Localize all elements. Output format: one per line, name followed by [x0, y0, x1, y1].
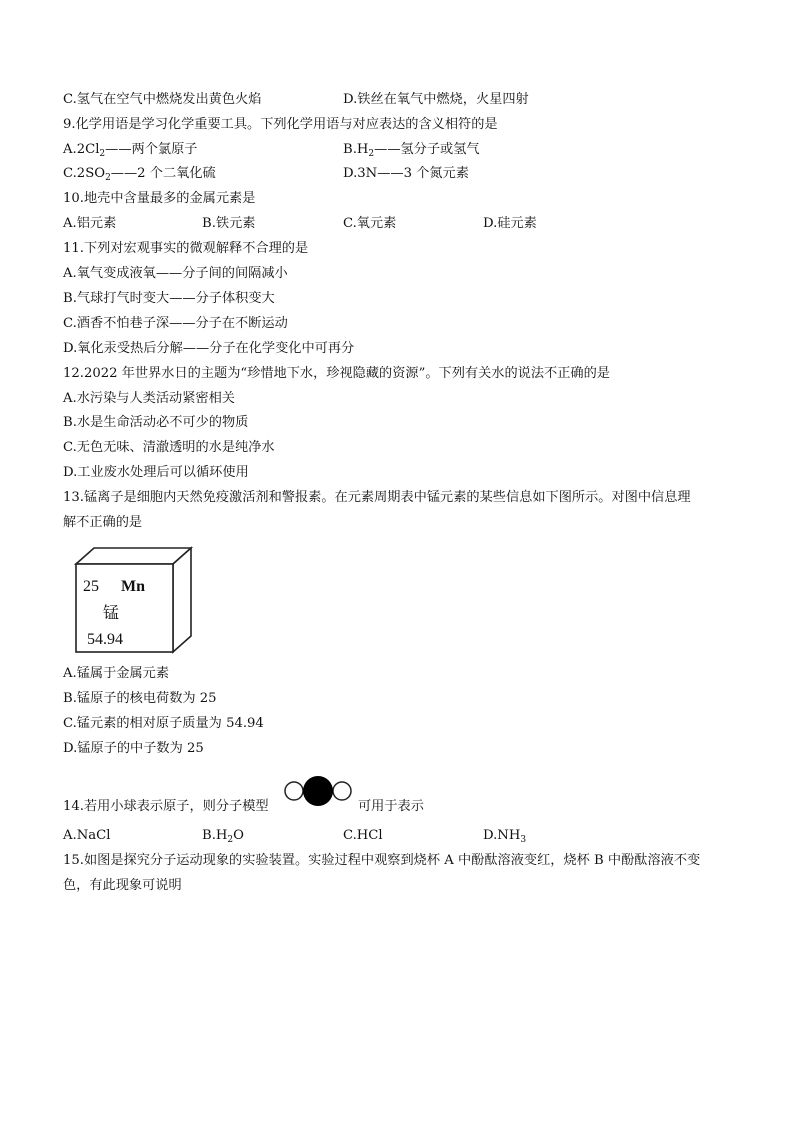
q13-option-c: C.锰元素的相对原子质量为 54.94	[63, 716, 264, 731]
q13-stem-line1: 13.锰离子是细胞内天然免疫激活剂和警报素。在元素周期表中锰元素的某些信息如下图所示。对图中信息理	[63, 490, 691, 505]
q14-option-b: $B.H_2O$	[202, 828, 244, 845]
q9-option-c: $C.2SO_2——2$ 个二氧化硫	[63, 166, 216, 183]
q10-option-c: C.氧元素	[343, 216, 397, 231]
tile-element-name: 锰	[103, 603, 120, 622]
q13-stem-line2: 解不正确的是	[63, 515, 143, 530]
q11-stem: 11.下列对宏观事实的微观解释不合理的是	[63, 241, 309, 256]
q11-option-a: A.氧气变成液氧——分子间的间隔减小	[63, 266, 288, 281]
q14-option-d: $D.NH_3$	[483, 828, 527, 845]
q10-stem: 10.地壳中含量最多的金属元素是	[63, 191, 256, 206]
q9-option-d: D.3N——3 个氮元素	[343, 166, 469, 181]
q8-option-c: C.氢气在空气中燃烧发出黄色火焰	[63, 92, 262, 107]
manganese-element-tile	[63, 546, 203, 664]
q12-stem: 12.2022 年世界水日的主题为“珍惜地下水，珍视隐藏的资源”。下列有关水的说法不正确的是	[63, 366, 610, 381]
tile-atomic-number: 25	[83, 578, 99, 595]
q13-option-d: D.锰原子的中子数为 25	[63, 741, 204, 756]
q15-stem-line2: 色，有此现象可说明	[63, 878, 182, 893]
q10-option-a: A.铝元素	[63, 216, 117, 231]
q12-option-c: C.无色无味、清澈透明的水是纯净水	[63, 440, 275, 455]
q14-option-c: C.HCl	[343, 828, 383, 843]
q8-option-d: D.铁丝在氧气中燃烧，火星四射	[343, 92, 529, 107]
q13-option-b: B.锰原子的核电荷数为 25	[63, 691, 217, 706]
q14-stem-suffix: 可用于表示	[358, 799, 424, 814]
molecule-model-icon	[282, 774, 354, 810]
q10-option-d: D.硅元素	[483, 216, 537, 231]
q12-option-b: B.水是生命活动必不可少的物质	[63, 415, 249, 430]
q10-option-b: B.铁元素	[202, 216, 256, 231]
q9-option-b: $B.H_2——$氢分子或氢气	[343, 142, 480, 159]
q14-stem-prefix: 14.若用小球表示原子，则分子模型	[63, 799, 269, 814]
q11-option-c: C.酒香不怕巷子深——分子在不断运动	[63, 316, 288, 331]
q14-option-a: A.NaCl	[63, 828, 111, 843]
q12-option-a: A.水污染与人类活动紧密相关	[63, 391, 235, 406]
q13-option-a: A.锰属于金属元素	[63, 666, 170, 681]
tile-symbol: Mn	[121, 578, 145, 595]
q11-option-b: B.气球打气时变大——分子体积变大	[63, 291, 275, 306]
q15-stem-line1: 15.如图是探究分子运动现象的实验装置。实验过程中观察到烧杯 A 中酚酞溶液变红，烧杯 B 中酚酞溶液不变	[63, 853, 701, 868]
q12-option-d: D.工业废水处理后可以循环使用	[63, 465, 249, 480]
tile-atomic-mass: 54.94	[87, 631, 123, 648]
q11-option-d: D.氧化汞受热后分解——分子在化学变化中可再分	[63, 341, 355, 356]
q9-stem: 9.化学用语是学习化学重要工具。下列化学用语与对应表达的含义相符的是	[63, 117, 498, 132]
q9-option-a: $A.2Cl_2——$两个氯原子	[63, 142, 198, 159]
